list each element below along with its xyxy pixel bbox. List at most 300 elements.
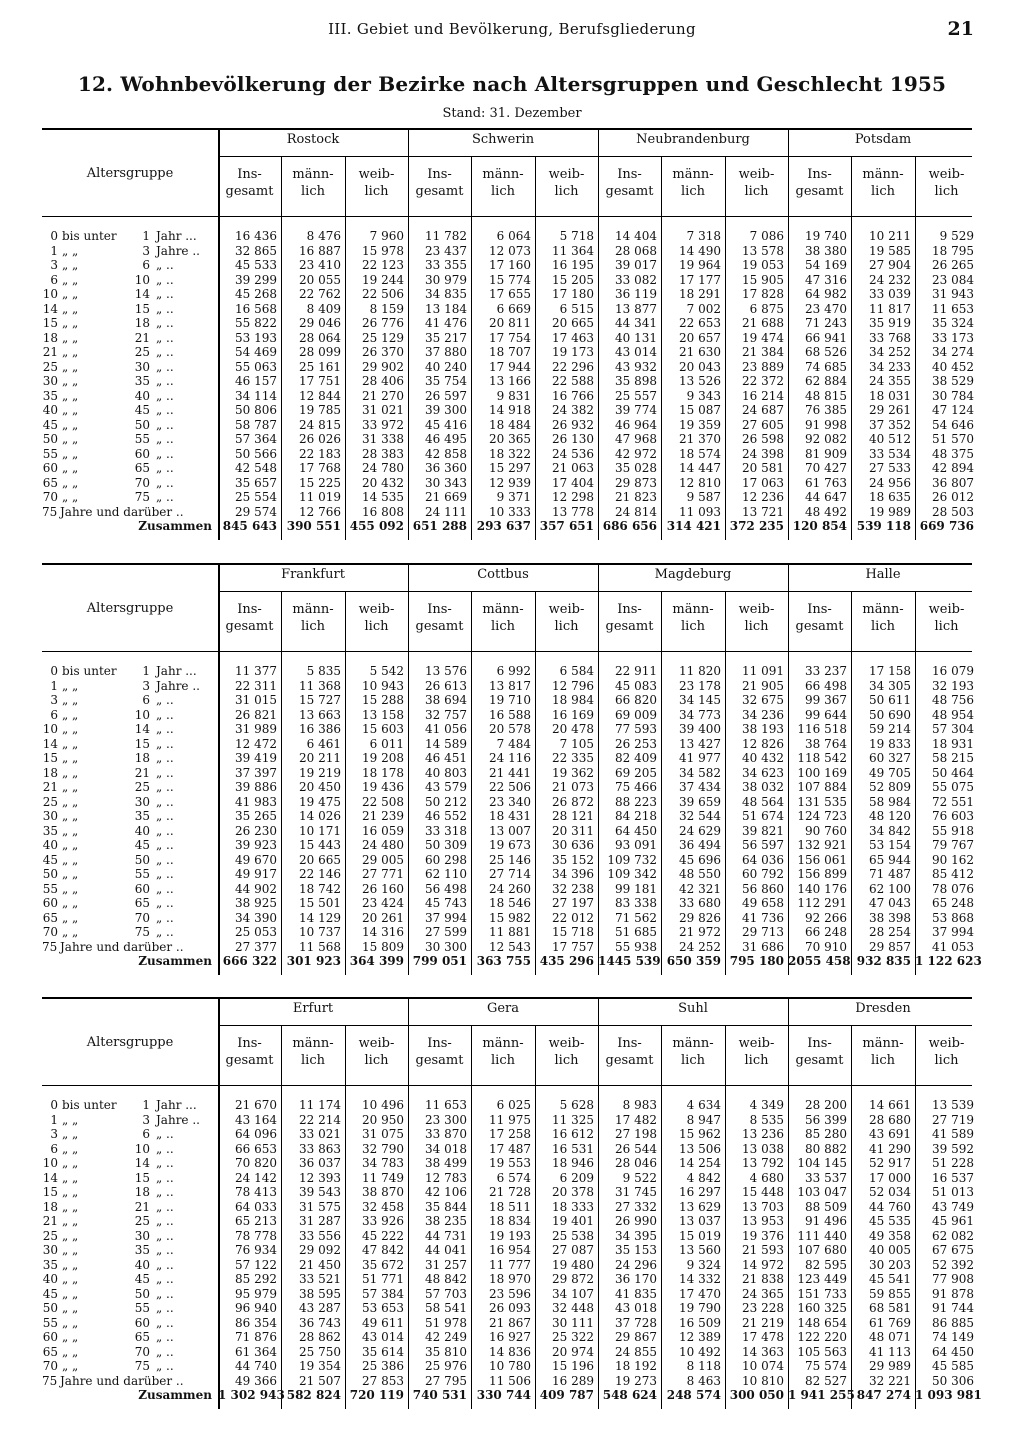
age-separator: „ „ [62, 1156, 79, 1170]
cell-female: 41 736 [742, 910, 784, 925]
cell-female: 91 878 [932, 1286, 974, 1301]
cell-female: 720 119 [349, 1388, 404, 1402]
cell-total: 34 114 [235, 388, 277, 403]
cell-total: 82 595 [805, 1257, 847, 1272]
cell-female: 34 107 [552, 1286, 594, 1301]
cell-total: 47 968 [615, 432, 657, 446]
age-to: 21 [134, 330, 150, 345]
column-header-line: männ- [862, 1036, 904, 1051]
table-row [42, 925, 972, 940]
cell-total: 34 018 [425, 1141, 467, 1156]
cell-total: 32 865 [235, 243, 277, 258]
cell-male: 29 261 [869, 403, 911, 417]
table-row [42, 244, 972, 259]
table-row [42, 1098, 972, 1113]
age-separator: bis unter [62, 1098, 117, 1112]
cell-total: 48 815 [805, 388, 847, 403]
age-from: 14 [42, 301, 58, 316]
cell-male: 45 696 [679, 852, 721, 867]
cell-male: 42 321 [679, 881, 721, 896]
column-header-line: männ- [482, 602, 524, 617]
cell-total: 120 854 [792, 519, 847, 533]
table-body [42, 1098, 982, 1403]
age-unit: „ .. [156, 1344, 174, 1359]
table-body [42, 664, 982, 969]
cell-female: 26 265 [932, 258, 974, 272]
cell-total: 46 964 [615, 417, 657, 432]
cell-female: 49 611 [362, 1315, 404, 1330]
cell-male: 12 393 [299, 1170, 341, 1185]
table-row [42, 476, 972, 491]
column-header-line: gesamt [795, 1053, 844, 1068]
cell-male: 27 714 [489, 867, 531, 881]
cell-male: 52 034 [869, 1185, 911, 1199]
age-from: 70 [42, 1359, 58, 1373]
cell-female: 30 636 [552, 838, 594, 852]
cell-female: 30 784 [932, 388, 974, 403]
age-to: 70 [134, 475, 150, 490]
cell-total: 799 051 [412, 954, 467, 968]
cell-female: 29 872 [552, 1272, 594, 1286]
age-unit: „ .. [156, 301, 174, 316]
cell-total: 84 218 [615, 809, 657, 823]
cell-total: 37 728 [615, 1315, 657, 1330]
column-header-line: lich [744, 1053, 769, 1068]
age-from: 3 [50, 1127, 58, 1141]
column-header-line: lich [554, 184, 579, 199]
cell-female: 8 535 [749, 1112, 784, 1127]
cell-male: 18 546 [489, 896, 531, 910]
cell-female: 17 478 [742, 1330, 784, 1344]
cell-female: 20 261 [362, 910, 404, 925]
cell-male: 27 904 [869, 258, 911, 272]
table-row [42, 853, 972, 868]
age-from: 1 [50, 243, 58, 258]
cell-total: 35 217 [425, 330, 467, 345]
cell-female: 32 193 [932, 678, 974, 693]
cell-female: 18 931 [932, 736, 974, 751]
cell-total: 35 657 [235, 475, 277, 490]
cell-male: 15 982 [489, 910, 531, 925]
cell-total: 103 047 [797, 1185, 847, 1199]
cell-total: 64 450 [615, 823, 657, 838]
age-from: 21 [42, 1214, 58, 1228]
age-from: 45 [42, 852, 58, 867]
cell-male: 18 707 [489, 345, 531, 359]
table-row [42, 1359, 972, 1374]
cell-total: 107 884 [797, 780, 847, 794]
cell-total: 43 018 [615, 1301, 657, 1315]
column-header-line: weib- [358, 602, 395, 617]
age-unit: „ .. [156, 693, 174, 707]
table-row [42, 331, 972, 346]
cell-total: 27 599 [425, 925, 467, 939]
cell-male: 19 790 [679, 1301, 721, 1315]
age-separator: „ „ [62, 272, 79, 287]
column-header-line: gesamt [795, 619, 844, 634]
cell-female: 11 749 [362, 1170, 404, 1185]
cell-total: 118 542 [797, 751, 847, 765]
age-from: 10 [42, 1156, 58, 1170]
age-separator: „ „ [62, 1112, 79, 1127]
cell-total: 21 823 [615, 490, 657, 504]
cell-male: 39 543 [299, 1185, 341, 1199]
cell-female: 53 653 [362, 1301, 404, 1315]
cell-male: 19 585 [869, 243, 911, 258]
table-row [42, 1200, 972, 1215]
cell-male: 32 221 [869, 1373, 911, 1388]
cell-female: 58 215 [932, 751, 974, 765]
age-unit: „ .. [156, 736, 174, 751]
cell-female: 55 075 [932, 780, 974, 794]
cell-male: 36 037 [299, 1156, 341, 1170]
column-header-line: lich [681, 184, 705, 199]
column-header-line: lich [871, 619, 895, 634]
cell-male: 18 742 [299, 881, 341, 896]
column-header-total [598, 166, 661, 200]
age-to: 1 [142, 229, 150, 243]
cell-male: 43 287 [299, 1301, 341, 1315]
cell-male: 37 352 [869, 417, 911, 432]
cell-total: 26 990 [615, 1214, 657, 1228]
cell-male: 33 021 [299, 1127, 341, 1141]
cell-male: 7 002 [686, 301, 721, 316]
cell-total: 43 932 [615, 359, 657, 374]
age-from: 15 [42, 1185, 58, 1199]
cell-female: 34 783 [362, 1156, 404, 1170]
age-to: 65 [134, 461, 150, 475]
column-header-line: lich [934, 184, 959, 199]
cell-female: 76 603 [932, 809, 974, 823]
cell-total: 55 063 [235, 359, 277, 374]
age-unit: „ .. [156, 765, 174, 780]
cell-female: 16 169 [552, 707, 594, 722]
age-separator: „ „ [62, 823, 79, 838]
age-to: 30 [134, 794, 150, 809]
cell-male: 8 118 [686, 1359, 721, 1373]
cell-total: 17 482 [615, 1112, 657, 1127]
cell-female: 19 362 [552, 765, 594, 780]
cell-female: 45 222 [362, 1228, 404, 1243]
cell-total: 14 589 [425, 736, 467, 751]
column-header-total [788, 1035, 851, 1069]
cell-male: 29 092 [299, 1243, 341, 1257]
age-to: 50 [134, 1286, 150, 1301]
age-to: 18 [134, 751, 150, 765]
cell-female: 28 383 [362, 446, 404, 461]
cell-female: 31 686 [742, 939, 784, 954]
table-row [42, 447, 972, 462]
cell-male: 21 630 [679, 345, 721, 359]
cell-female: 20 478 [552, 722, 594, 736]
cell-total: 39 017 [615, 258, 657, 272]
age-to: 25 [134, 345, 150, 359]
cell-female: 19 376 [742, 1228, 784, 1243]
cell-male: 29 989 [869, 1359, 911, 1373]
cell-male: 53 154 [869, 838, 911, 852]
column-header-line: lich [301, 619, 325, 634]
cell-male: 33 534 [869, 446, 911, 461]
age-separator: „ „ [62, 388, 79, 403]
age-to: 60 [134, 1315, 150, 1330]
age-separator: „ „ [62, 1359, 79, 1373]
age-to: 14 [134, 722, 150, 736]
age-unit: Jahre .. [156, 1112, 200, 1127]
cell-total: 25 554 [235, 490, 277, 504]
cell-male: 45 541 [869, 1272, 911, 1286]
age-separator: „ „ [62, 765, 79, 780]
cell-female: 15 288 [362, 693, 404, 707]
cell-total: 69 009 [615, 707, 657, 722]
cell-female: 19 208 [362, 751, 404, 765]
cell-male: 14 254 [679, 1156, 721, 1170]
table-row [42, 345, 972, 360]
cell-male: 15 019 [679, 1228, 721, 1243]
column-header-total [788, 601, 851, 635]
table-row [42, 1156, 972, 1171]
cell-male: 14 129 [299, 910, 341, 925]
cell-male: 22 146 [299, 867, 341, 881]
column-header-female [535, 601, 598, 635]
cell-total: 43 014 [615, 345, 657, 359]
age-unit: „ .. [156, 272, 174, 287]
age-from: 65 [42, 475, 58, 490]
cell-total: 99 181 [615, 881, 657, 896]
header-bottom-rule [42, 1085, 972, 1086]
cell-female: 19 173 [552, 345, 594, 359]
cell-male: 15 297 [489, 461, 531, 475]
cell-female: 22 335 [552, 751, 594, 765]
cell-total: 33 318 [425, 823, 467, 838]
cell-total: 70 820 [235, 1156, 277, 1170]
cell-total: 81 909 [805, 446, 847, 461]
table-row [42, 316, 972, 331]
table-row [42, 882, 972, 897]
cell-male: 13 526 [679, 374, 721, 388]
cell-male: 48 120 [869, 809, 911, 823]
cell-male: 41 113 [869, 1344, 911, 1359]
age-range-text: Jahre und darüber .. [60, 504, 184, 519]
cell-female: 27 605 [742, 417, 784, 432]
age-unit: „ .. [156, 403, 174, 417]
age-to: 6 [142, 258, 150, 272]
cell-male: 8 409 [306, 301, 341, 316]
age-from: 50 [42, 1301, 58, 1315]
cell-male: 29 857 [869, 939, 911, 954]
cell-male: 24 260 [489, 881, 531, 896]
cell-total: 91 998 [805, 417, 847, 432]
cell-total: 122 220 [797, 1330, 847, 1344]
cell-female: 30 111 [552, 1315, 594, 1330]
cell-female: 24 536 [552, 446, 594, 461]
cell-total: 16 568 [235, 301, 277, 316]
column-header-female [345, 1035, 408, 1069]
column-header-line: lich [301, 1053, 325, 1068]
cell-male: 17 944 [489, 359, 531, 374]
age-to: 70 [134, 1344, 150, 1359]
age-from: 10 [42, 287, 58, 301]
age-from: 40 [42, 403, 58, 417]
cell-total: 28 200 [805, 1098, 847, 1112]
cell-female: 51 674 [742, 809, 784, 823]
cell-female: 13 236 [742, 1127, 784, 1141]
column-header-line: Ins- [237, 1036, 262, 1051]
cell-female: 11 091 [742, 664, 784, 678]
cell-female: 26 160 [362, 881, 404, 896]
cell-male: 25 750 [299, 1344, 341, 1359]
column-header-line: männ- [862, 167, 904, 182]
cell-male: 33 863 [299, 1141, 341, 1156]
column-header-female [725, 166, 788, 200]
cell-male: 22 653 [679, 316, 721, 330]
cell-male: 19 833 [869, 736, 911, 751]
age-from: 21 [42, 780, 58, 794]
cell-female: 45 961 [932, 1214, 974, 1228]
cell-female: 28 406 [362, 374, 404, 388]
cell-male: 11 975 [489, 1112, 531, 1127]
cell-male: 16 588 [489, 707, 531, 722]
column-header-line: lich [871, 184, 895, 199]
cell-female: 12 298 [552, 490, 594, 504]
cell-female: 27 087 [552, 1243, 594, 1257]
cell-male: 33 521 [299, 1272, 341, 1286]
cell-male: 50 690 [869, 707, 911, 722]
cell-female: 39 821 [742, 823, 784, 838]
column-header-line: gesamt [415, 184, 464, 199]
age-from: 45 [42, 1286, 58, 1301]
cell-female: 18 795 [932, 243, 974, 258]
table-row [42, 867, 972, 882]
age-to: 50 [134, 852, 150, 867]
cell-female: 21 239 [362, 809, 404, 823]
cell-female: 6 209 [559, 1170, 594, 1185]
cell-female: 29 005 [362, 852, 404, 867]
cell-total: 34 835 [425, 287, 467, 301]
cell-male: 12 766 [299, 504, 341, 519]
column-header-total [218, 166, 281, 200]
cell-total: 64 033 [235, 1199, 277, 1214]
column-header-line: lich [934, 619, 959, 634]
cell-total: 44 341 [615, 316, 657, 330]
cell-male: 28 064 [299, 330, 341, 345]
cell-total: 19 273 [615, 1373, 657, 1388]
cell-female: 15 196 [552, 1359, 594, 1373]
cell-total: 156 061 [797, 852, 847, 867]
cell-total: 78 413 [235, 1185, 277, 1199]
table-row [42, 302, 972, 317]
column-header-line: lich [554, 619, 579, 634]
cell-total: 13 877 [615, 301, 657, 316]
column-header-line: weib- [738, 602, 775, 617]
cell-total: 45 268 [235, 287, 277, 301]
cell-female: 300 050 [729, 1388, 784, 1402]
cell-male: 34 252 [869, 345, 911, 359]
age-separator: „ „ [62, 736, 79, 751]
cell-total: 55 822 [235, 316, 277, 330]
running-header [0, 20, 1024, 44]
cell-female: 15 205 [552, 272, 594, 287]
age-to: 1 [142, 664, 150, 678]
cell-total: 37 880 [425, 345, 467, 359]
cell-male: 301 923 [286, 954, 341, 968]
cell-female: 47 842 [362, 1243, 404, 1257]
cell-female: 20 974 [552, 1344, 594, 1359]
cell-total: 46 451 [425, 751, 467, 765]
cell-total: 85 280 [805, 1127, 847, 1141]
cell-female: 16 079 [932, 664, 974, 678]
cell-male: 9 587 [686, 490, 721, 504]
cell-male: 11 368 [299, 678, 341, 693]
cell-male: 34 773 [679, 707, 721, 722]
cell-female: 78 076 [932, 881, 974, 896]
column-header-male [471, 601, 535, 635]
cell-female: 19 436 [362, 780, 404, 794]
cell-female: 6 584 [559, 664, 594, 678]
table-row [42, 911, 972, 926]
cell-total: 39 886 [235, 780, 277, 794]
cell-female: 52 392 [932, 1257, 974, 1272]
cell-female: 5 718 [559, 229, 594, 243]
age-unit: „ .. [156, 896, 174, 910]
cell-female: 9 529 [939, 229, 974, 243]
cell-total: 35 028 [615, 461, 657, 475]
column-header-line: gesamt [795, 184, 844, 199]
cell-female: 20 581 [742, 461, 784, 475]
cell-total: 88 223 [615, 794, 657, 809]
column-header-line: gesamt [225, 1053, 274, 1068]
cell-total: 71 562 [615, 910, 657, 925]
cell-total: 107 680 [797, 1243, 847, 1257]
cell-male: 18 431 [489, 809, 531, 823]
column-header-total [408, 601, 471, 635]
cell-male: 14 661 [869, 1098, 911, 1112]
cell-female: 24 382 [552, 403, 594, 417]
age-to: 55 [134, 867, 150, 881]
cell-total: 29 574 [235, 504, 277, 519]
cell-male: 21 370 [679, 432, 721, 446]
age-unit: „ .. [156, 316, 174, 330]
age-separator: „ „ [62, 417, 79, 432]
age-separator: „ „ [62, 722, 79, 736]
table-row [42, 1345, 972, 1360]
age-separator: „ „ [62, 359, 79, 374]
age-separator: „ „ [62, 316, 79, 330]
age-unit: „ .. [156, 1359, 174, 1373]
cell-total: 35 153 [615, 1243, 657, 1257]
age-from: 60 [42, 1330, 58, 1344]
cell-male: 59 214 [869, 722, 911, 736]
cell-female: 29 902 [362, 359, 404, 374]
table-row [42, 1113, 972, 1128]
cell-total: 92 266 [805, 910, 847, 925]
cell-total: 49 670 [235, 852, 277, 867]
cell-female: 17 180 [552, 287, 594, 301]
cell-male: 17 487 [489, 1141, 531, 1156]
age-from: 30 [42, 809, 58, 823]
column-header-line: Ins- [237, 167, 262, 182]
cell-total: 140 176 [797, 881, 847, 896]
cell-total: 51 685 [615, 925, 657, 939]
cell-total: 70 910 [805, 939, 847, 954]
age-separator: „ „ [62, 287, 79, 301]
cell-male: 15 501 [299, 896, 341, 910]
cell-female: 18 946 [552, 1156, 594, 1170]
cell-female: 15 718 [552, 925, 594, 939]
age-separator: „ „ [62, 1141, 79, 1156]
age-to: 55 [134, 432, 150, 446]
cell-male: 13 663 [299, 707, 341, 722]
cell-total: 1 302 943 [218, 1388, 285, 1402]
